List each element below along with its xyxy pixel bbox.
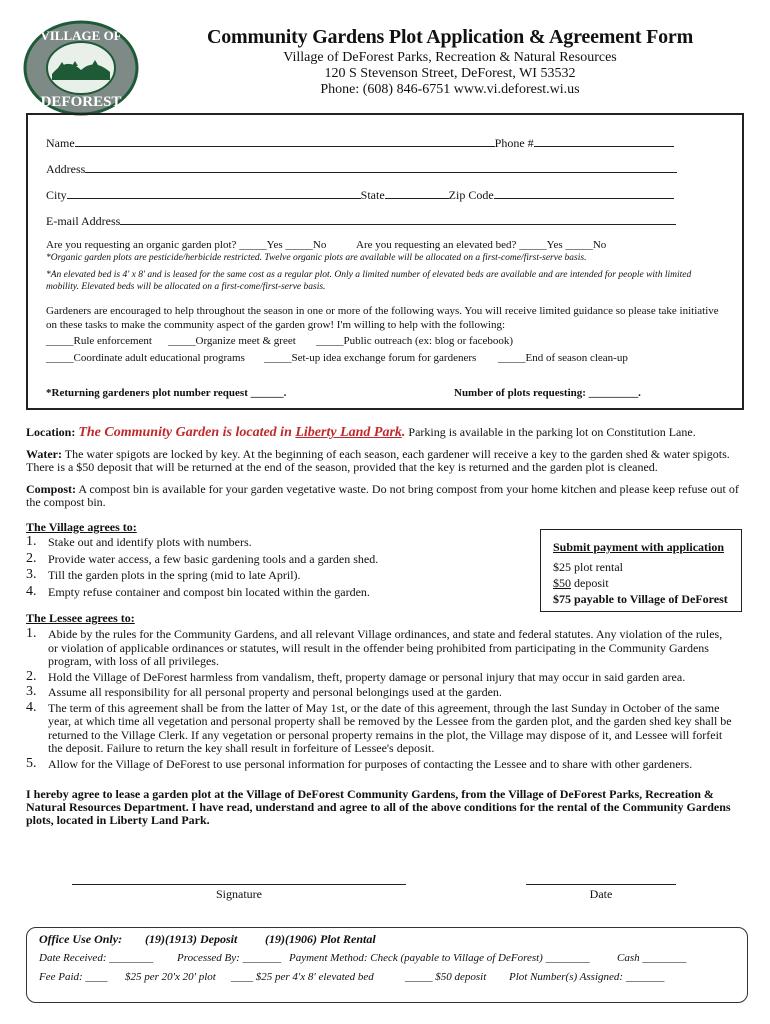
village-item: 1. Stake out and identify plots with numbers. — [26, 534, 252, 549]
office-plot-assigned[interactable]: Plot Number(s) Assigned: _______ — [509, 971, 665, 983]
compost-text: A compost bin is available for your garden vegetative waste. Do not bring compost from your home kitchen and please keep refuse out of the compost bin. — [26, 482, 739, 509]
lessee-item-text: The term of this agreement shall be from the latter of May 1st, or the date of this agreement, through the last Sunday in October of the same year, at which time all vegetation and personal property shall be removed by the Lessee from the garden plot, and the garden shed key shall be returned to the Village Clerk. If any vegetation or personal property remains in the plot, the Village may dispose of it, and Lessee will forfeit the deposit. Failure to return the key shall result in forfeiture of Lessee's deposit. — [48, 700, 732, 755]
village-item-text: Empty refuse container and compost bin located within the garden. — [48, 584, 370, 599]
village-heading: The Village agrees to: — [26, 520, 137, 534]
location-park-name: Liberty Land Park — [295, 425, 402, 440]
village-item: 2. Provide water access, a few basic gardening tools and a garden shed. — [26, 550, 379, 566]
phone-label: Phone # — [494, 136, 534, 150]
office-rental-code: (19)(1906) Plot Rental — [265, 932, 376, 946]
office-date-received[interactable]: Date Received: ________ — [39, 952, 154, 964]
location-parking: Parking is available in the parking lot on Constitution Lane. — [405, 425, 696, 439]
help-option-education[interactable]: _____Coordinate adult educational programs — [46, 352, 245, 364]
help-intro: Gardeners are encouraged to help throughout the season in one or more of the following ways. You will receive limited guidance so please take initiative on these tasks to make the community aspect of the garden grow! I'm willing to help with the following: — [46, 305, 719, 331]
lessee-heading: The Lessee agrees to: — [26, 611, 135, 625]
water-paragraph — [26, 448, 742, 474]
address-field[interactable] — [85, 161, 677, 173]
city-row — [46, 187, 674, 203]
village-logo — [22, 18, 140, 118]
signature-line[interactable] — [72, 884, 406, 885]
logo-top-text: VILLAGE OF — [40, 28, 122, 43]
office-fee-elevated[interactable]: ____ $25 per 4'x 8' elevated bed — [231, 971, 374, 983]
village-item-text: Provide water access, a few basic gardening tools and a garden shed. — [48, 551, 379, 566]
name-row — [46, 135, 674, 151]
lessee-item-text: Assume all responsibility for all personal property and personal belongings used at the garden. — [48, 685, 502, 699]
email-row — [46, 213, 676, 229]
payment-total: $75 payable to Village of DeForest — [553, 592, 728, 606]
help-option-idea-forum[interactable]: _____Set-up idea exchange forum for gardeners — [264, 352, 477, 364]
payment-plot-rental: $25 plot rental — [553, 560, 623, 574]
organic-note: *Organic garden plots are pesticide/herbicide restricted. Twelve organic plots are available will be allocated on a first-come/first-serve basis. — [46, 253, 587, 263]
compost-label: Compost: — [26, 482, 76, 496]
lessee-item-text: Hold the Village of DeForest harmless from vandalism, theft, property damage or personal injury that may occur in said garden area. — [48, 669, 686, 684]
office-use-box — [26, 927, 748, 1003]
office-cash[interactable]: Cash ________ — [617, 952, 687, 964]
date-line[interactable] — [526, 884, 676, 885]
lessee-item: 2. Hold the Village of DeForest harmless from vandalism, theft, property damage or personal injury that may occur in said garden area. — [26, 668, 686, 684]
address-label: Address — [46, 162, 86, 176]
phone-field[interactable] — [534, 135, 674, 147]
name-label: Name — [46, 136, 75, 150]
location-label: Location: — [26, 425, 76, 439]
office-deposit-code: (19)(1913) Deposit — [145, 932, 238, 946]
help-option-public-outreach[interactable]: _____Public outreach (ex: blog or facebook) — [316, 335, 514, 347]
elevated-note: *An elevated bed is 4' x 8' and is leased for the same cost as a regular plot. Only a limited number of elevated beds are available and are intended for people with limited mobility. Elevated beds will be allocated on a first-come/first-serve basis. — [46, 270, 692, 292]
office-processed-by[interactable]: Processed By: _______ — [177, 952, 282, 964]
payment-heading: Submit payment with application — [553, 540, 725, 554]
village-item-text: Stake out and identify plots with numbers. — [48, 535, 252, 549]
email-label: E-mail Address — [46, 214, 121, 228]
lessee-list — [26, 628, 734, 771]
location-paragraph — [26, 426, 742, 439]
header-contact: Phone: (608) 846-6751 www.vi.deforest.wi.us — [320, 82, 580, 97]
returning-plot-request[interactable]: *Returning gardeners plot number request ______. — [46, 387, 287, 399]
compost-paragraph — [26, 483, 742, 509]
village-item: 3. Till the garden plots in the spring (mid to late April). — [26, 567, 301, 582]
header-address: 120 S Stevenson Street, DeForest, WI 53532 — [324, 66, 576, 81]
lessee-item-text: Abide by the rules for the Community Gardens, and all relevant Village ordinances, and state and federal statutes. Any violation of the rules, or violation of applicable ordinances or statutes, will result in the offender being prohibited from participating in the Community Gardens program, with loss of all privileges. — [48, 627, 723, 668]
zip-label: Zip Code — [448, 188, 494, 202]
agreement-statement: I hereby agree to lease a garden plot at the Village of DeForest Community Gardens, from the Village of DeForest Parks, Recreation & Natural Resources Department. I have read, understand and agree to all of the above conditions for the rental of the Community Gardens plots, located in Liberty Land Park. — [26, 787, 731, 827]
lessee-item-text: Allow for the Village of DeForest to use personal information for purposes of contacting the Lessee and to share with other gardeners. — [48, 756, 693, 771]
help-option-rule-enforcement[interactable]: _____Rule enforcement — [46, 335, 152, 347]
state-field[interactable] — [385, 187, 449, 199]
location-period: . — [401, 425, 406, 440]
address-row — [46, 161, 677, 177]
application-box — [26, 113, 744, 410]
organic-question[interactable]: Are you requesting an organic garden plot? _____Yes _____No — [46, 239, 327, 251]
state-label: State — [360, 188, 385, 202]
water-text: The water spigots are locked by key. At the beginning of each season, each gardener will receive a key to the garden shed & water spigots. There is a $50 deposit that will be returned at the end of the season, provided that the key is returned and the garden plot is cleaned. — [26, 447, 730, 474]
elevated-question[interactable]: Are you requesting an elevated bed? _____Yes _____No — [356, 239, 607, 251]
village-item-text: Till the garden plots in the spring (mid to late April). — [48, 568, 301, 582]
zip-field[interactable] — [494, 187, 674, 199]
lessee-item: 1. Abide by the rules for the Community Gardens, and all relevant Village ordinances, and state and federal statutes. Any violation of the rules, or violation of applicable ordinances or statutes, will result in the offender being prohibited from participating in the Community Gardens program, with loss of all privileges. — [26, 626, 723, 668]
deposit-amount: $50 — [553, 576, 571, 590]
logo-bottom-text: DEFOREST — [40, 94, 122, 110]
lessee-item: 5. Allow for the Village of DeForest to use personal information for purposes of contacting the Lessee and to share with other gardeners. — [26, 755, 693, 771]
date-label: Date — [589, 887, 613, 901]
village-list — [26, 536, 526, 599]
village-item: 4. Empty refuse container and compost bin located within the garden. — [26, 583, 370, 599]
signature-label: Signature — [216, 887, 262, 901]
help-option-cleanup[interactable]: _____End of season clean-up — [498, 352, 628, 364]
help-option-meet-greet[interactable]: _____Organize meet & greet — [168, 335, 296, 347]
office-fee-paid[interactable]: Fee Paid: ____ — [39, 971, 108, 983]
name-field[interactable] — [75, 135, 495, 147]
lessee-item: 4. The term of this agreement shall be from the latter of May 1st, or the date of this agreement, through the last Sunday in October of the same year, at which time all vegetation and personal property shall be removed by the Lessee from the garden plot, and the garden shed key shall be returned to the Village Clerk. If any vegetation or personal property remains in the plot, the Village may dispose of it, and Lessee will forfeit the deposit. Failure to return the key shall result in forfeiture of Lessee's deposit. — [26, 699, 732, 755]
office-payment-method[interactable]: Payment Method: Check (payable to Village of DeForest) ________ — [289, 952, 590, 964]
lessee-item: 3. Assume all responsibility for all personal property and personal belongings used at the garden. — [26, 684, 502, 699]
office-title: Office Use Only: — [39, 932, 123, 946]
payment-deposit — [553, 576, 609, 591]
header-org: Village of DeForest Parks, Recreation & Natural Resources — [283, 50, 617, 65]
page-title: Community Gardens Plot Application & Agreement Form — [206, 26, 694, 48]
email-field[interactable] — [120, 213, 676, 225]
number-of-plots[interactable]: Number of plots requesting: _________. — [454, 387, 641, 399]
deposit-label: deposit — [571, 576, 609, 590]
city-label: City — [46, 188, 67, 202]
payment-box — [540, 529, 742, 612]
office-fee-deposit[interactable]: _____ $50 deposit — [405, 971, 487, 983]
water-label: Water: — [26, 447, 62, 461]
office-fee-plot[interactable]: $25 per 20'x 20' plot — [125, 971, 216, 983]
city-field[interactable] — [67, 187, 361, 199]
location-red-text: The Community Garden is located in — [78, 425, 296, 440]
